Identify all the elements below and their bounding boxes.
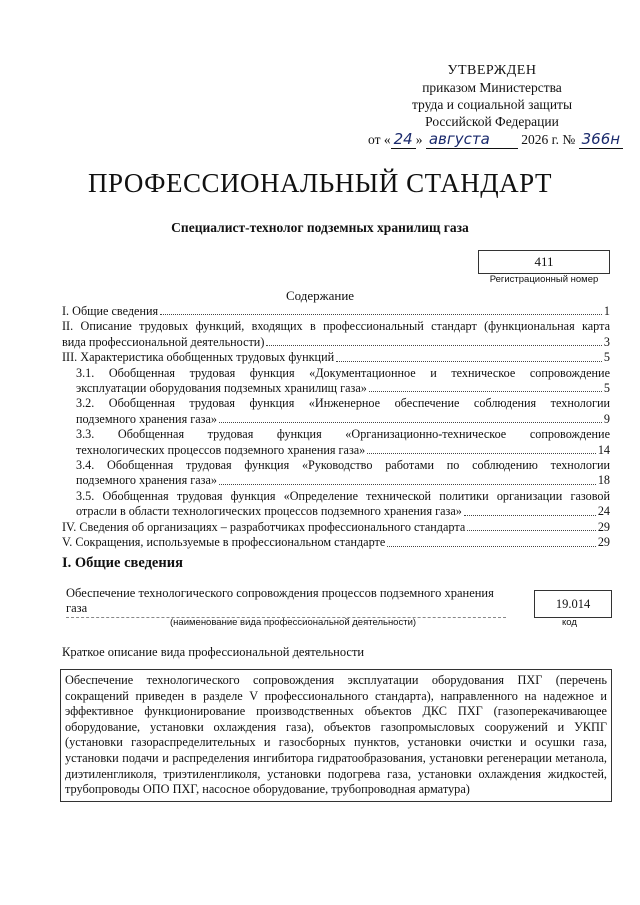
toc-entry-page: 9 [603,411,610,426]
date-prefix: от « [368,132,391,147]
toc-entry-page: 18 [597,473,610,488]
document-subtitle: Специалист-технолог подземных хранилищ газа [171,220,469,235]
toc-entry-text: I. Общие сведения [62,304,159,318]
approval-line-2: труда и социальной защиты [411,97,573,112]
toc-entry[interactable] [62,319,610,350]
document-title: ПРОФЕССИОНАЛЬНЫЙ СТАНДАРТ [87,168,553,198]
toc-entry[interactable] [62,489,610,520]
short-description-box: Обеспечение технологического сопровождения эксплуатации оборудования ПХГ (перечень сокращений приведен в разделе V профессионального стандарта), направленного на надежное и эффективное функционирование производственных объектов ДКС ПХГ (газоперекачивающее оборудование, установки охлаждения газа), объектов газопромысловых сооружений и УКПГ (установки газораспределительных и газосборных пунктов, установки очистки и осушки газа, установки подачи и распределения ингибитора гидратообразования, установки регенерации метанола, диэтиленгликоля, триэтиленгликоля, установки подогрева газа, установки охлаждения жидкостей, трубопроводы ОПО ПХГ, насосное оборудование, трубопроводная арматура) [60,669,612,802]
toc-entry-text-cont: подземного хранения газа» [76,473,217,488]
toc-entry-page: 29 [597,519,610,534]
toc-entry[interactable] [62,350,610,365]
short-description-label: Краткое описание вида профессиональной деятельности [62,645,365,659]
handwritten-order-number: 366н [579,131,623,149]
toc-entry[interactable] [62,458,610,489]
handwritten-month: августа [426,131,518,149]
toc-entry-text: III. Характеристика обобщенных трудовых функций [62,350,335,365]
approval-block [362,62,622,149]
toc-entry-page: 29 [597,535,610,550]
activity-name-caption: (наименование вида профессиональной деятельности) [170,617,417,628]
toc-entry-text: V. Сокращения, используемые в профессиональном стандарте [62,535,386,550]
toc-entry[interactable] [62,396,610,427]
approval-line-3: Российской Федерации [425,114,559,129]
toc-entry-text-cont: эксплуатации оборудования подземных хранилищ газа» [76,381,367,396]
handwritten-day: 24 [391,131,416,149]
toc-entry[interactable] [62,366,610,397]
toc-entry-page: 24 [597,504,610,519]
toc-entry-text: 3.4. Обобщенная трудовая функция «Руководство работами по соблюдению технологии [76,458,610,473]
toc-entry-text-cont: подземного хранения газа» [76,411,217,426]
toc-entry-text-cont: отрасли в области технологических процессов подземного хранения газа» [76,504,462,519]
activity-code-box: 19.014 [534,590,612,618]
toc-entry[interactable] [62,304,610,319]
toc-entry-text: 3.5. Обобщенная трудовая функция «Определение технической политики организации газовой [76,488,610,503]
approval-date-line [362,131,622,149]
toc-entry-page: 3 [603,334,610,349]
toc-entry[interactable] [62,427,610,458]
toc-entry[interactable] [62,520,610,535]
registration-caption: Регистрационный номер [489,274,599,285]
activity-code-caption: код [562,617,577,628]
toc-entry-page: 5 [603,381,610,396]
toc-entry-text: 3.2. Обобщенная трудовая функция «Инженерное обеспечение соблюдения технологии [76,396,610,411]
activity-name: Обеспечение технологического сопровождения процессов подземного хранения газа [66,586,506,618]
toc-entry-page: 14 [597,442,610,457]
toc-entry[interactable] [62,535,610,550]
approval-heading: УТВЕРЖДЕН [447,63,537,78]
toc-entry-text: IV. Сведения об организациях – разработчиках профессионального стандарта [62,519,466,534]
approval-line-1: приказом Министерства [422,80,562,95]
toc-entry-text: 3.3. Обобщенная трудовая функция «Организационно-техническое сопровождение [76,427,610,442]
toc-title: Содержание [285,288,355,303]
toc-entry-text-cont: технологических процессов подземного хранения газа» [76,442,366,457]
date-year: 2026 г. № [521,132,576,147]
section-heading: I. Общие сведения [62,555,183,571]
toc-entry-text-cont: вида профессиональной деятельности) [62,334,265,349]
toc-entry-page: 1 [603,304,610,318]
toc-entry-text: II. Описание трудовых функций, входящих в профессиональный стандарт (функциональная карта [62,319,610,334]
toc-entry-page: 5 [603,350,610,365]
toc-entry-text: 3.1. Обобщенная трудовая функция «Документационное и техническое сопровождение [76,365,610,380]
date-day-close: » [415,132,423,147]
registration-number-box: 411 [478,250,610,274]
table-of-contents [62,304,610,551]
